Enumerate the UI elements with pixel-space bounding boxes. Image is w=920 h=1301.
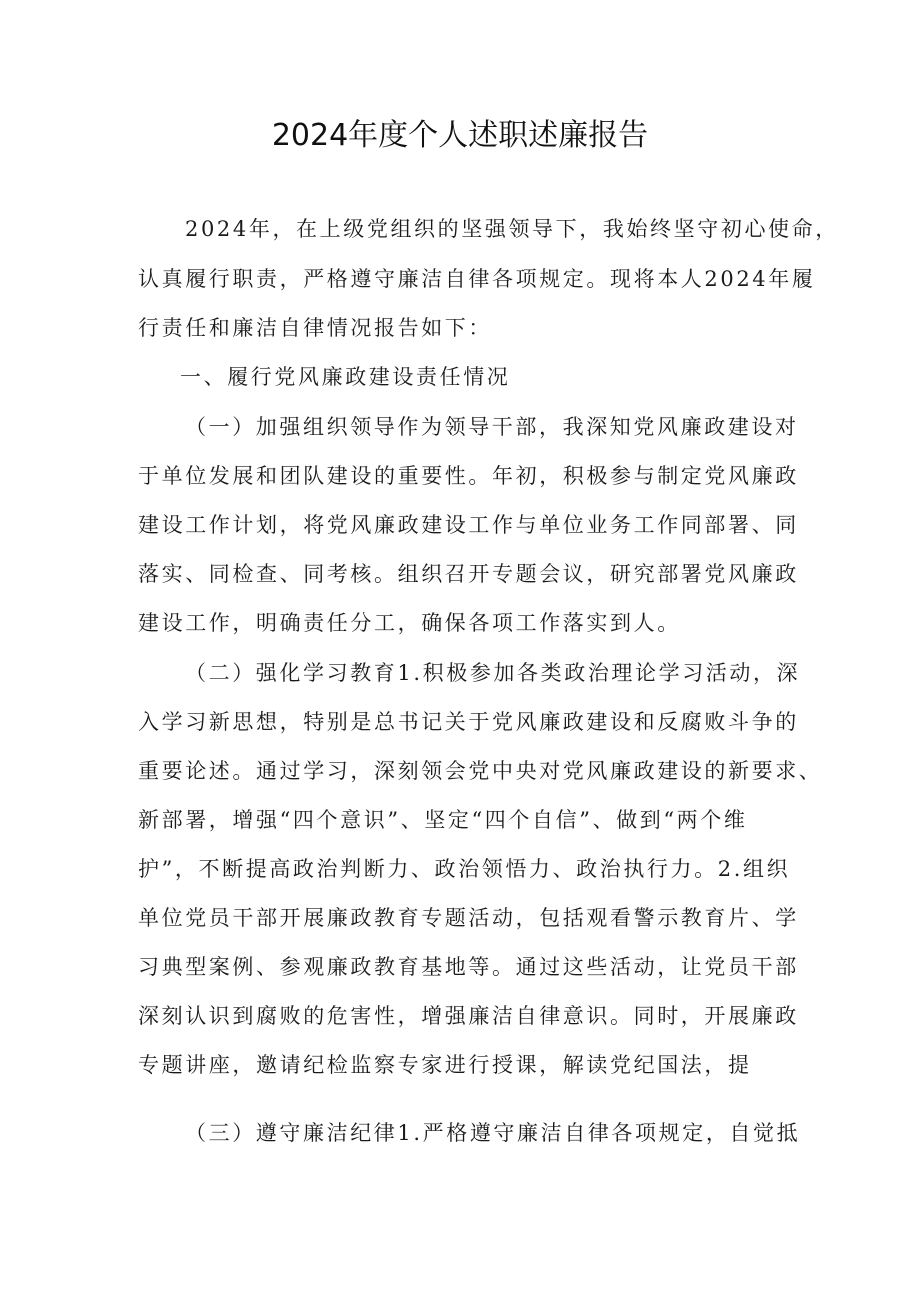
paragraph-line: 于单位发展和团队建设的重要性。年初，积极参与制定党风廉政 xyxy=(138,464,799,488)
paragraph-line: 习典型案例、参观廉政教育基地等。通过这些活动，让党员干部 xyxy=(138,955,799,979)
section-heading: 一、履行党风廉政建设责任情况 xyxy=(180,365,511,389)
paragraph-line: 认真履行职责，严格遵守廉洁自律各项规定。现将本人2024年履 xyxy=(138,267,816,291)
page-title: 2024年度个人述职述廉报告 xyxy=(271,118,649,153)
paragraph-line: （二）强化学习教育1.积极参加各类政治理论学习活动，深 xyxy=(185,661,801,685)
paragraph-line: 单位党员干部开展廉政教育专题活动，包括观看警示教育片、学 xyxy=(138,906,799,930)
paragraph-line: 2024年，在上级党组织的坚强领导下，我始终坚守初心使命， xyxy=(185,217,839,241)
paragraph-line: （一）加强组织领导作为领导干部，我深知党风廉政建设对 xyxy=(185,415,799,439)
paragraph-line: 专题讲座，邀请纪检监察专家进行授课，解读党纪国法，提 xyxy=(138,1053,752,1077)
paragraph-line: 深刻认识到腐败的危害性，增强廉洁自律意识。同时，开展廉政 xyxy=(138,1004,799,1028)
paragraph-line: 入学习新思想，特别是总书记关于党风廉政建设和反腐败斗争的 xyxy=(138,710,799,734)
paragraph-line: 重要论述。通过学习，深刻领会党中央对党风廉政建设的新要求、 xyxy=(138,759,823,783)
paragraph-line: 落实、同检查、同考核。组织召开专题会议，研究部署党风廉政 xyxy=(138,562,799,586)
paragraph-line: 建设工作，明确责任分工，确保各项工作落实到人。 xyxy=(138,611,681,635)
paragraph-line: 新部署，增强“四个意识”、坚定“四个自信”、做到“两个维 xyxy=(138,808,748,832)
paragraph-line: 护”，不断提高政治判断力、政治领悟力、政治执行力。2.组织 xyxy=(138,857,791,881)
paragraph-line: 建设工作计划，将党风廉政建设工作与单位业务工作同部署、同 xyxy=(138,513,799,537)
paragraph-line: 行责任和廉洁自律情况报告如下： xyxy=(138,316,492,340)
paragraph-line: （三）遵守廉洁纪律1.严格遵守廉洁自律各项规定，自觉抵 xyxy=(185,1121,801,1145)
